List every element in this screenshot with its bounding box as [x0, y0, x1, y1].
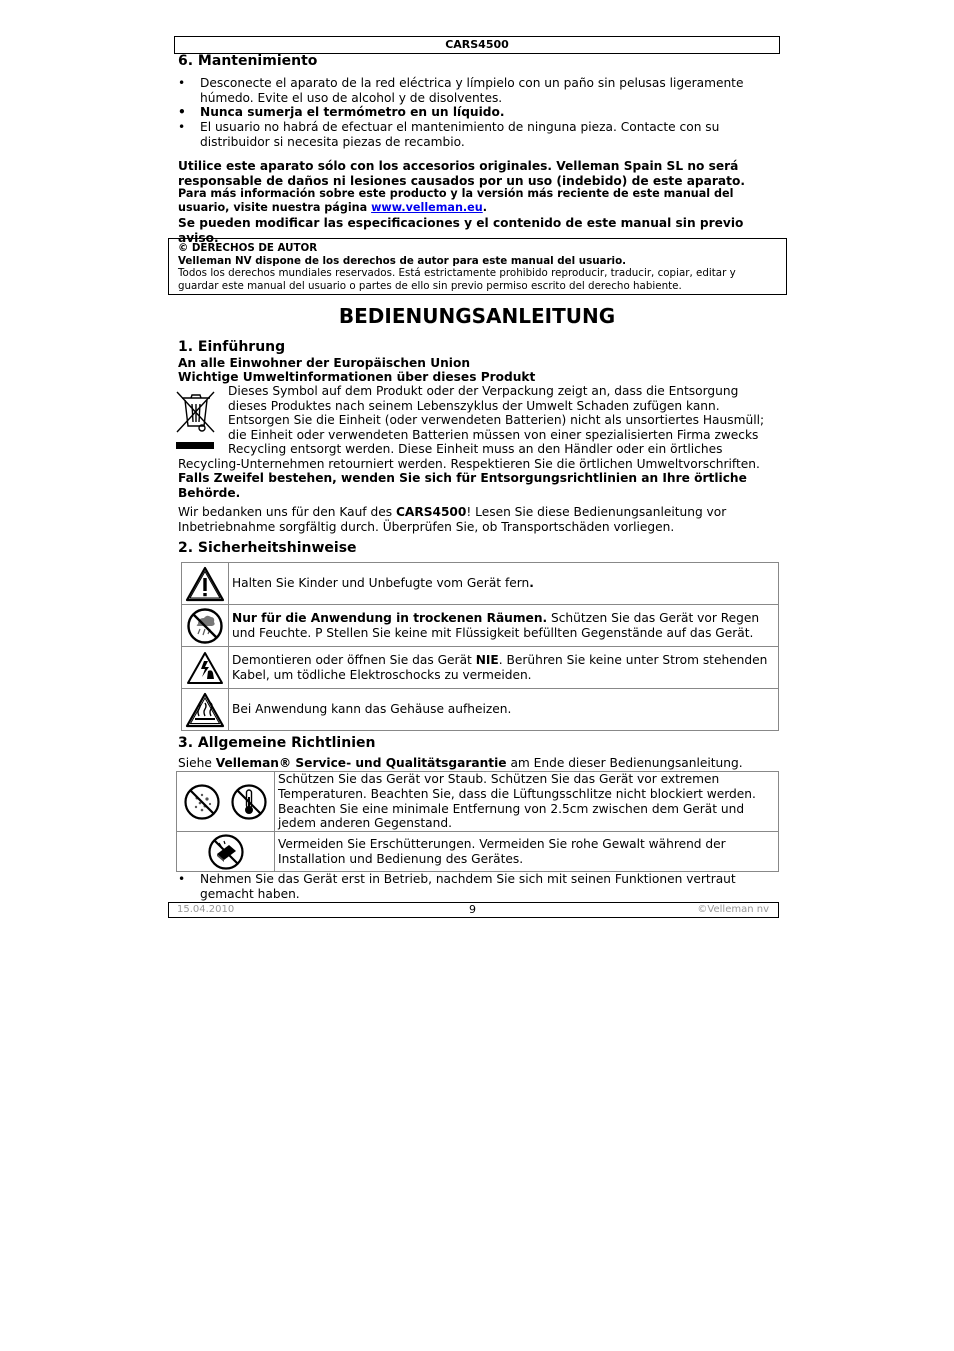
table-row: Schützen Sie das Gerät vor Staub. Schützen Sie das Gerät vor extremen Temperaturen. Beachten Sie, dass die Lüftungsschlitze nicht blockiert werden. Beachten Sie eine minimale Entfernung von 2.5cm zwischen dem Gerät und jedem anderen Gegenstand.: [177, 772, 779, 832]
weee-text-bold: Falls Zweifel bestehen, wenden Sie sich für Entsorgungsrichtlinien an Ihre örtliche Behörde.: [178, 471, 747, 500]
section-title-sicherheit: 2. Sicherheitshinweise: [178, 540, 357, 556]
page-number: 9: [469, 903, 476, 916]
header-model: CARS4500: [174, 36, 780, 54]
table-row: Bei Anwendung kann das Gehäuse aufheizen.: [182, 689, 779, 731]
table-row: Halten Sie Kinder und Unbefugte vom Gerät fern.: [182, 563, 779, 605]
list-item: • Desconecte el aparato de la red eléctrica y límpielo con un paño sin pelusas ligeramente húmedo. Evite el uso de alcohol y de disolventes.: [178, 76, 744, 105]
subheading-eu: An alle Einwohner der Europäischen Union: [178, 356, 471, 370]
no-extreme-temperature-icon: [230, 783, 268, 821]
velleman-link[interactable]: www.velleman.eu: [371, 201, 483, 214]
section-title-allgemein: 3. Allgemeine Richtlinien: [178, 735, 376, 751]
notice-specifications: Se pueden modificar las especificaciones y el contenido de este manual sin previo aviso.: [178, 216, 744, 245]
weee-text: Dieses Symbol auf dem Produkt oder der Verpackung zeigt an, dass die Entsorgung dieses Produktes nach seinem Lebenszyklus der Umwelt Schaden zufügen kann. Entsorgen Sie die Einheit (oder verwendeten Batterien) nicht als unsortiertes Hausmüll; die Einheit oder verwendeten Batterien müssen von einer spezialisierten Firma zwecks Recycling entsorgt werden. Diese Einheit muss an den Händler oder ein örtliches: [228, 384, 765, 457]
no-dust-icon: [183, 783, 221, 821]
warning-triangle-icon: [182, 566, 228, 602]
footer-date: 15.04.2010: [177, 904, 235, 915]
guidelines-table: [176, 771, 779, 872]
table-row: Demontieren oder öffnen Sie das Gerät NIE. Berühren Sie keine unter Strom stehenden Kabel, um tödliche Elektroschocks zu vermeiden.: [182, 647, 779, 689]
subheading-environment: Wichtige Umweltinformationen über dieses Produkt: [178, 370, 536, 384]
footer-copyright: ©Velleman nv: [697, 904, 769, 915]
page-title: BEDIENUNGSANLEITUNG: [338, 304, 616, 328]
hot-surface-icon: [182, 692, 228, 728]
footer: [168, 902, 779, 918]
section-title-mantenimiento: 6. Mantenimiento: [178, 53, 318, 69]
guarantee-intro: Siehe Velleman® Service- und Qualitätsgarantie am Ende dieser Bedienungsanleitung.: [178, 756, 743, 770]
copyright-box: [168, 238, 787, 295]
copyright-line-1: Velleman NV dispone de los derechos de autor para este manual del usuario.: [178, 254, 627, 267]
list-item: • El usuario no habrá de efectuar el mantenimiento de ninguna pieza. Contacte con su distribuidor si necesita piezas de recambio.: [178, 120, 720, 149]
table-row: Nur für die Anwendung in trockenen Räumen. Schützen Sie das Gerät vor Regen und Feuchte. P Stellen Sie keine mit Flüssigkeit befüllten Gegenstände auf das Gerät.: [182, 605, 779, 647]
no-rain-icon: [182, 607, 228, 645]
list-item: • Nehmen Sie das Gerät erst in Betrieb, nachdem Sie sich mit seinen Funktionen vertraut gemacht haben.: [178, 872, 736, 901]
thanks-text: Wir bedanken uns für den Kauf des CARS4500! Lesen Sie diese Bedienungsanleitung vor Inbetriebnahme sorgfältig durch. Überprüfen Sie, ob Transportschäden vorliegen.: [178, 505, 727, 534]
copyright-title: © DERECHOS DE AUTOR: [178, 242, 318, 254]
notice-more-info: Para más información sobre este producto y la versión más reciente de este manual del usuario, visite nuestra página www.velleman.eu.: [178, 187, 734, 214]
list-item: • Nunca sumerja el termómetro en un líquido.: [178, 105, 505, 119]
safety-table: [181, 562, 779, 731]
no-shock-icon: [177, 833, 274, 871]
section-title-einfuehrung: 1. Einführung: [178, 339, 286, 355]
electric-shock-warning-icon: [182, 651, 228, 685]
notice-accessories: Utilice este aparato sólo con los accesorios originales. Velleman Spain SL no será responsable de daños ni lesiones causados por un uso (indebido) de este aparato.: [178, 159, 745, 188]
weee-text-cont: Recycling-Unternehmen retourniert werden. Respektieren Sie die örtlichen Umweltvorschriften.: [178, 457, 760, 471]
copyright-line-2: Todos los derechos mundiales reservados. Está estrictamente prohibido reproducir, traducir, copiar, editar y guardar este manual del usuario o partes de ello sin previo permiso escrito del derecho habiente.: [178, 267, 736, 292]
table-row: Vermeiden Sie Erschütterungen. Vermeiden Sie rohe Gewalt während der Installation und Bedienung des Gerätes.: [177, 832, 779, 872]
weee-bin-icon: [174, 388, 216, 452]
